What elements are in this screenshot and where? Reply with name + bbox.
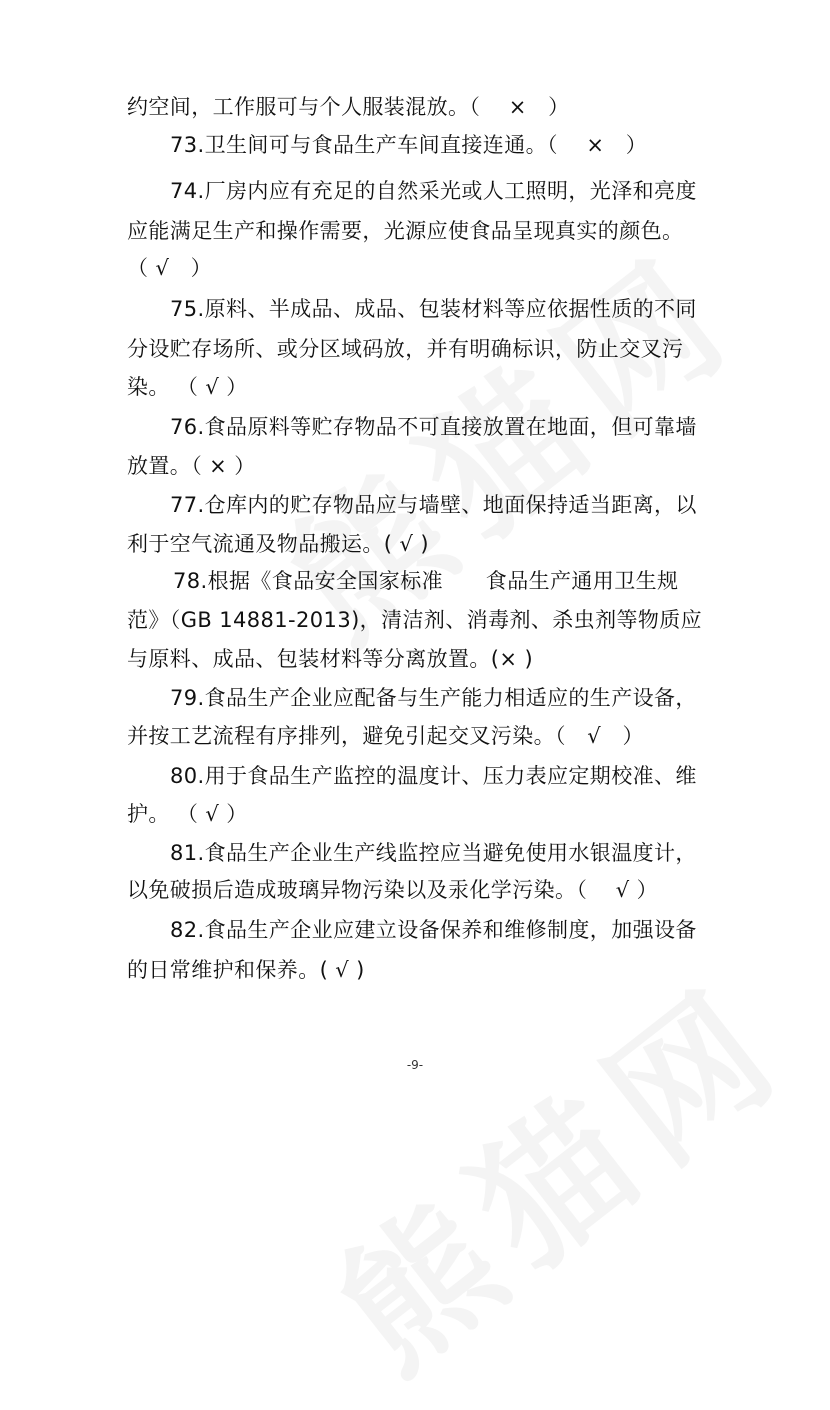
- text-line: 与原料、成品、包装材料等分离放置。(× ): [127, 647, 534, 671]
- text-line: 约空间，工作服可与个人服装混放。（ × ）: [127, 95, 570, 119]
- text-line: 以免破损后造成玻璃异物污染以及汞化学污染。（ √ ）: [127, 878, 659, 902]
- item-79: 79.食品生产企业应配备与生产能力相适应的生产设备，: [170, 686, 697, 710]
- page-number: -9-: [406, 1058, 424, 1072]
- item-82: 82.食品生产企业应建立设备保养和维修制度，加强设备: [170, 918, 697, 942]
- item-76: 76.食品原料等贮存物品不可直接放置在地面，但可靠墙: [170, 415, 697, 439]
- item-73: 73.卫生间可与食品生产车间直接连通。（ × ）: [170, 133, 648, 157]
- item-78: 78.根据《食品安全国家标准 食品生产通用卫生规: [173, 569, 679, 593]
- text-line: 利于空气流通及物品搬运。( √ ): [127, 532, 429, 556]
- item-77: 77.仓库内的贮存物品应与墙壁、地面保持适当距离，以: [170, 493, 697, 517]
- item-80: 80.用于食品生产监控的温度计、压力表应定期校准、维: [170, 764, 697, 788]
- text-line: 染。 （ √ ）: [127, 375, 248, 399]
- item-81: 81.食品生产企业生产线监控应当避免使用水银温度计，: [170, 841, 697, 865]
- text-line: 放置。（ × ）: [127, 454, 256, 478]
- text-line: （ √ ）: [127, 256, 213, 280]
- text-line: 护。 （ √ ）: [127, 802, 248, 826]
- text-line: 的日常维护和保养。( √ ): [127, 958, 365, 982]
- text-line: 范》（GB 14881-2013)，清洁剂、消毒剂、杀虫剂等物质应: [127, 608, 703, 632]
- item-75: 75.原料、半成品、成品、包装材料等应依据性质的不同: [170, 297, 697, 321]
- text-line: 应能满足生产和操作需要，光源应使食品呈现真实的颜色。: [127, 219, 684, 243]
- watermark: [288, 926, 823, 1410]
- item-74: 74.厂房内应有充足的自然采光或人工照明，光泽和亮度: [170, 179, 697, 203]
- text-line: 并按工艺流程有序排列，避免引起交叉污染。（ √ ）: [127, 724, 644, 748]
- text-line: 分设贮存场所、或分区域码放，并有明确标识，防止交叉污: [127, 337, 684, 361]
